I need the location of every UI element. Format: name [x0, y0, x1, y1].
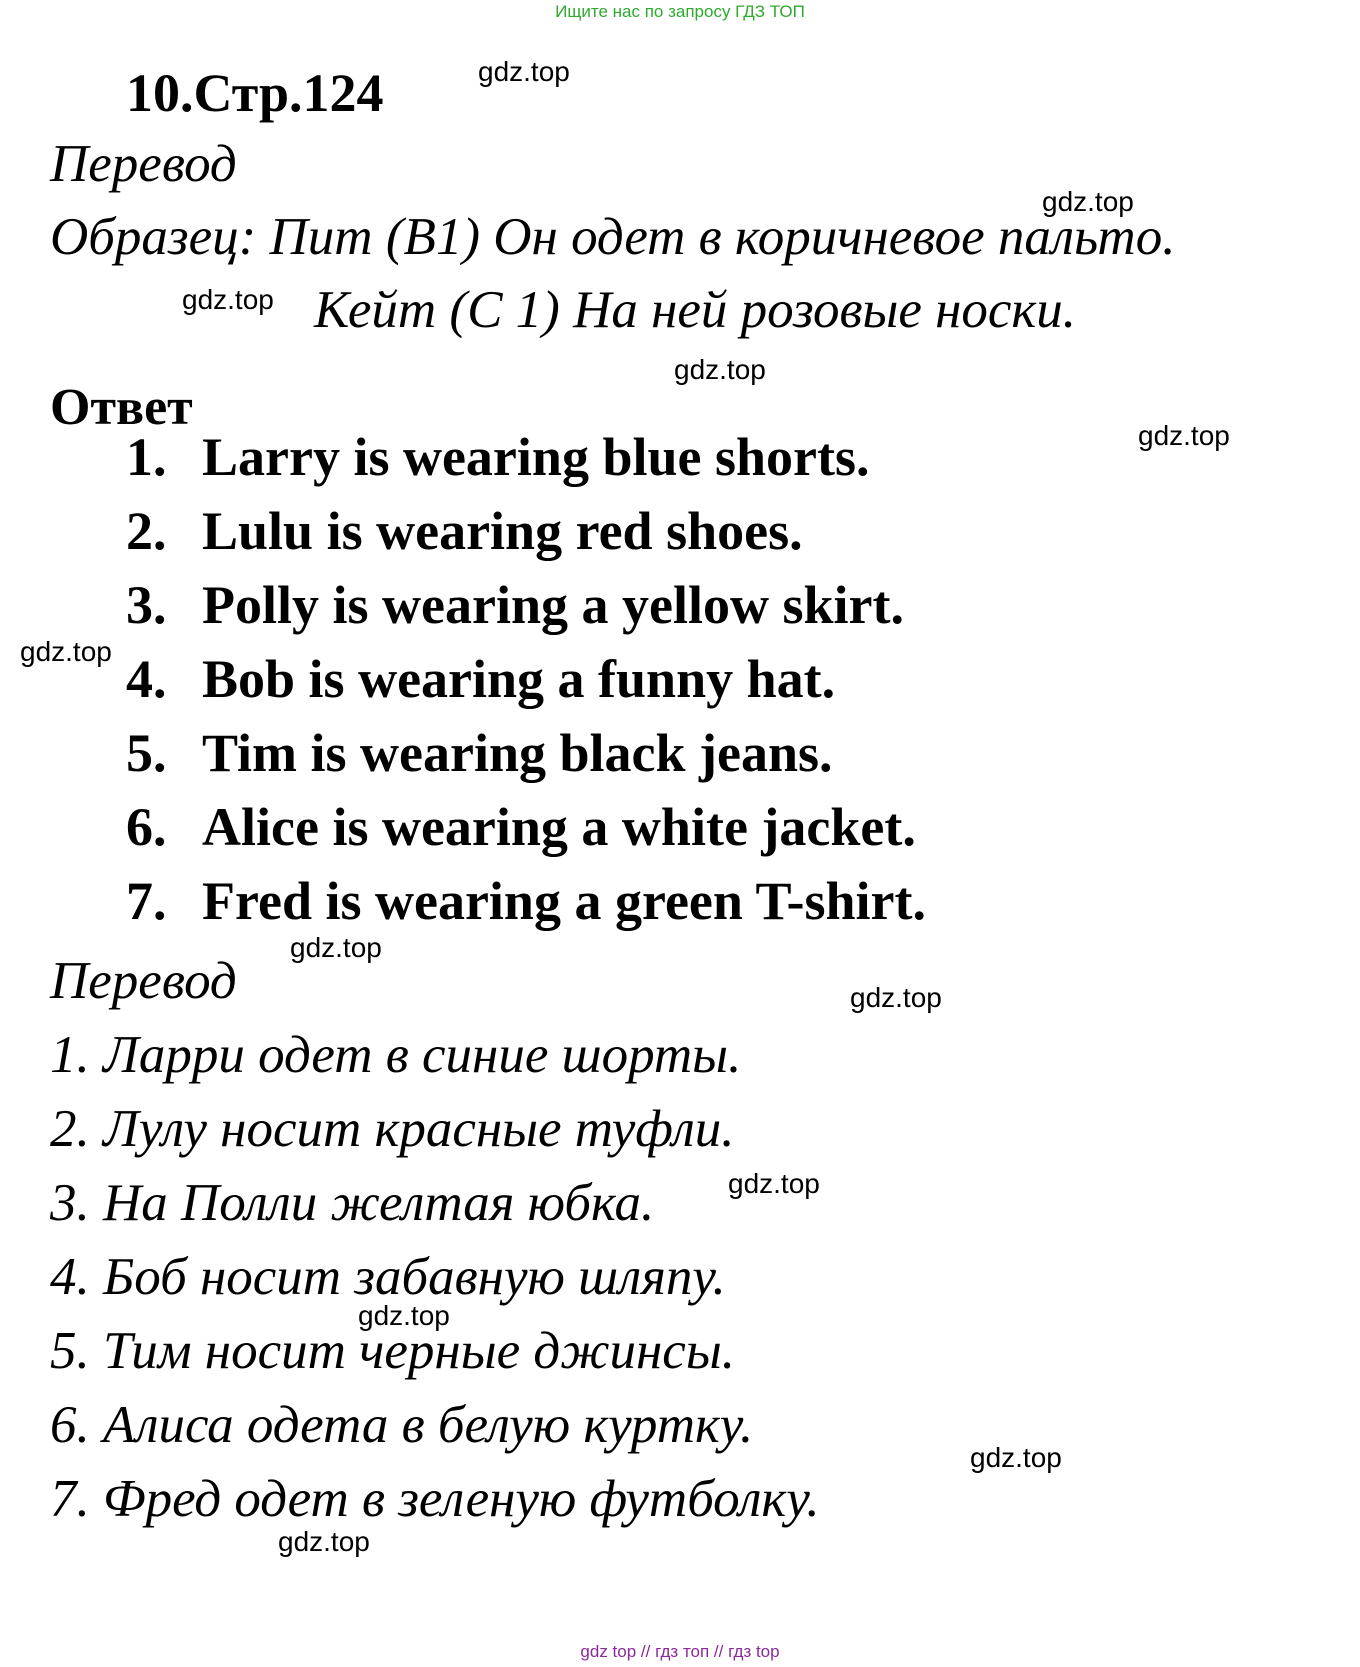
- footer-links[interactable]: gdz top // гдз топ // гдз top: [580, 1642, 780, 1661]
- answer-item-number: 3.: [126, 575, 167, 635]
- task-example-line-1: Образец: Пит (B1) Он одет в коричневое пальто.: [50, 208, 1176, 266]
- watermark: gdz.top: [1042, 186, 1134, 217]
- translation-label: Перевод: [50, 952, 237, 1010]
- watermark: gdz.top: [970, 1442, 1062, 1473]
- answer-item: [126, 723, 833, 783]
- answer-item-number: 2.: [126, 501, 167, 561]
- watermark: gdz.top: [182, 284, 274, 315]
- answer-item-text: Lulu is wearing red shoes.: [202, 501, 803, 561]
- page-heading: 10.Стр.124: [126, 63, 384, 123]
- answer-item-number: 1.: [126, 427, 167, 487]
- translation-item: 3. На Полли желтая юбка.: [50, 1174, 655, 1232]
- answer-item-number: 7.: [126, 871, 167, 931]
- translation-item: 2. Лулу носит красные туфли.: [50, 1100, 735, 1158]
- answer-item: [126, 427, 870, 487]
- watermark: gdz.top: [20, 636, 112, 667]
- translation-item: 4. Боб носит забавную шляпу.: [50, 1248, 726, 1306]
- watermark: gdz.top: [358, 1300, 450, 1331]
- watermark: gdz.top: [850, 982, 942, 1013]
- search-hint-link[interactable]: Ищите нас по запросу ГДЗ ТОП: [555, 2, 805, 21]
- answer-item: [126, 649, 836, 709]
- task-translation-label: Перевод: [50, 135, 237, 193]
- watermark: gdz.top: [674, 354, 766, 385]
- answer-item-text: Polly is wearing a yellow skirt.: [202, 575, 904, 635]
- watermark: gdz.top: [290, 932, 382, 963]
- answer-item-text: Larry is wearing blue shorts.: [202, 427, 870, 487]
- translation-item: 7. Фред одет в зеленую футболку.: [50, 1470, 820, 1528]
- task-example-line-2: Кейт (C 1) На ней розовые носки.: [314, 281, 1076, 339]
- answer-item-number: 5.: [126, 723, 167, 783]
- translation-item: 1. Ларри одет в синие шорты.: [50, 1026, 742, 1084]
- answer-item-text: Fred is wearing a green T-shirt.: [202, 871, 926, 931]
- answer-item: [126, 575, 904, 635]
- translation-item: 6. Алиса одета в белую куртку.: [50, 1396, 754, 1454]
- answer-item-number: 6.: [126, 797, 167, 857]
- watermark: gdz.top: [728, 1168, 820, 1199]
- watermark: gdz.top: [478, 56, 570, 87]
- answer-item: [126, 871, 926, 931]
- answer-item: [126, 501, 803, 561]
- answer-item-text: Alice is wearing a white jacket.: [202, 797, 916, 857]
- answer-heading: Ответ: [50, 379, 193, 436]
- answer-item-text: Bob is wearing a funny hat.: [202, 649, 836, 709]
- watermark: gdz.top: [1138, 420, 1230, 451]
- translation-item: 5. Тим носит черные джинсы.: [50, 1322, 735, 1380]
- answer-item-number: 4.: [126, 649, 167, 709]
- answer-item: [126, 797, 916, 857]
- watermark: gdz.top: [278, 1526, 370, 1557]
- answer-item-text: Tim is wearing black jeans.: [202, 723, 833, 783]
